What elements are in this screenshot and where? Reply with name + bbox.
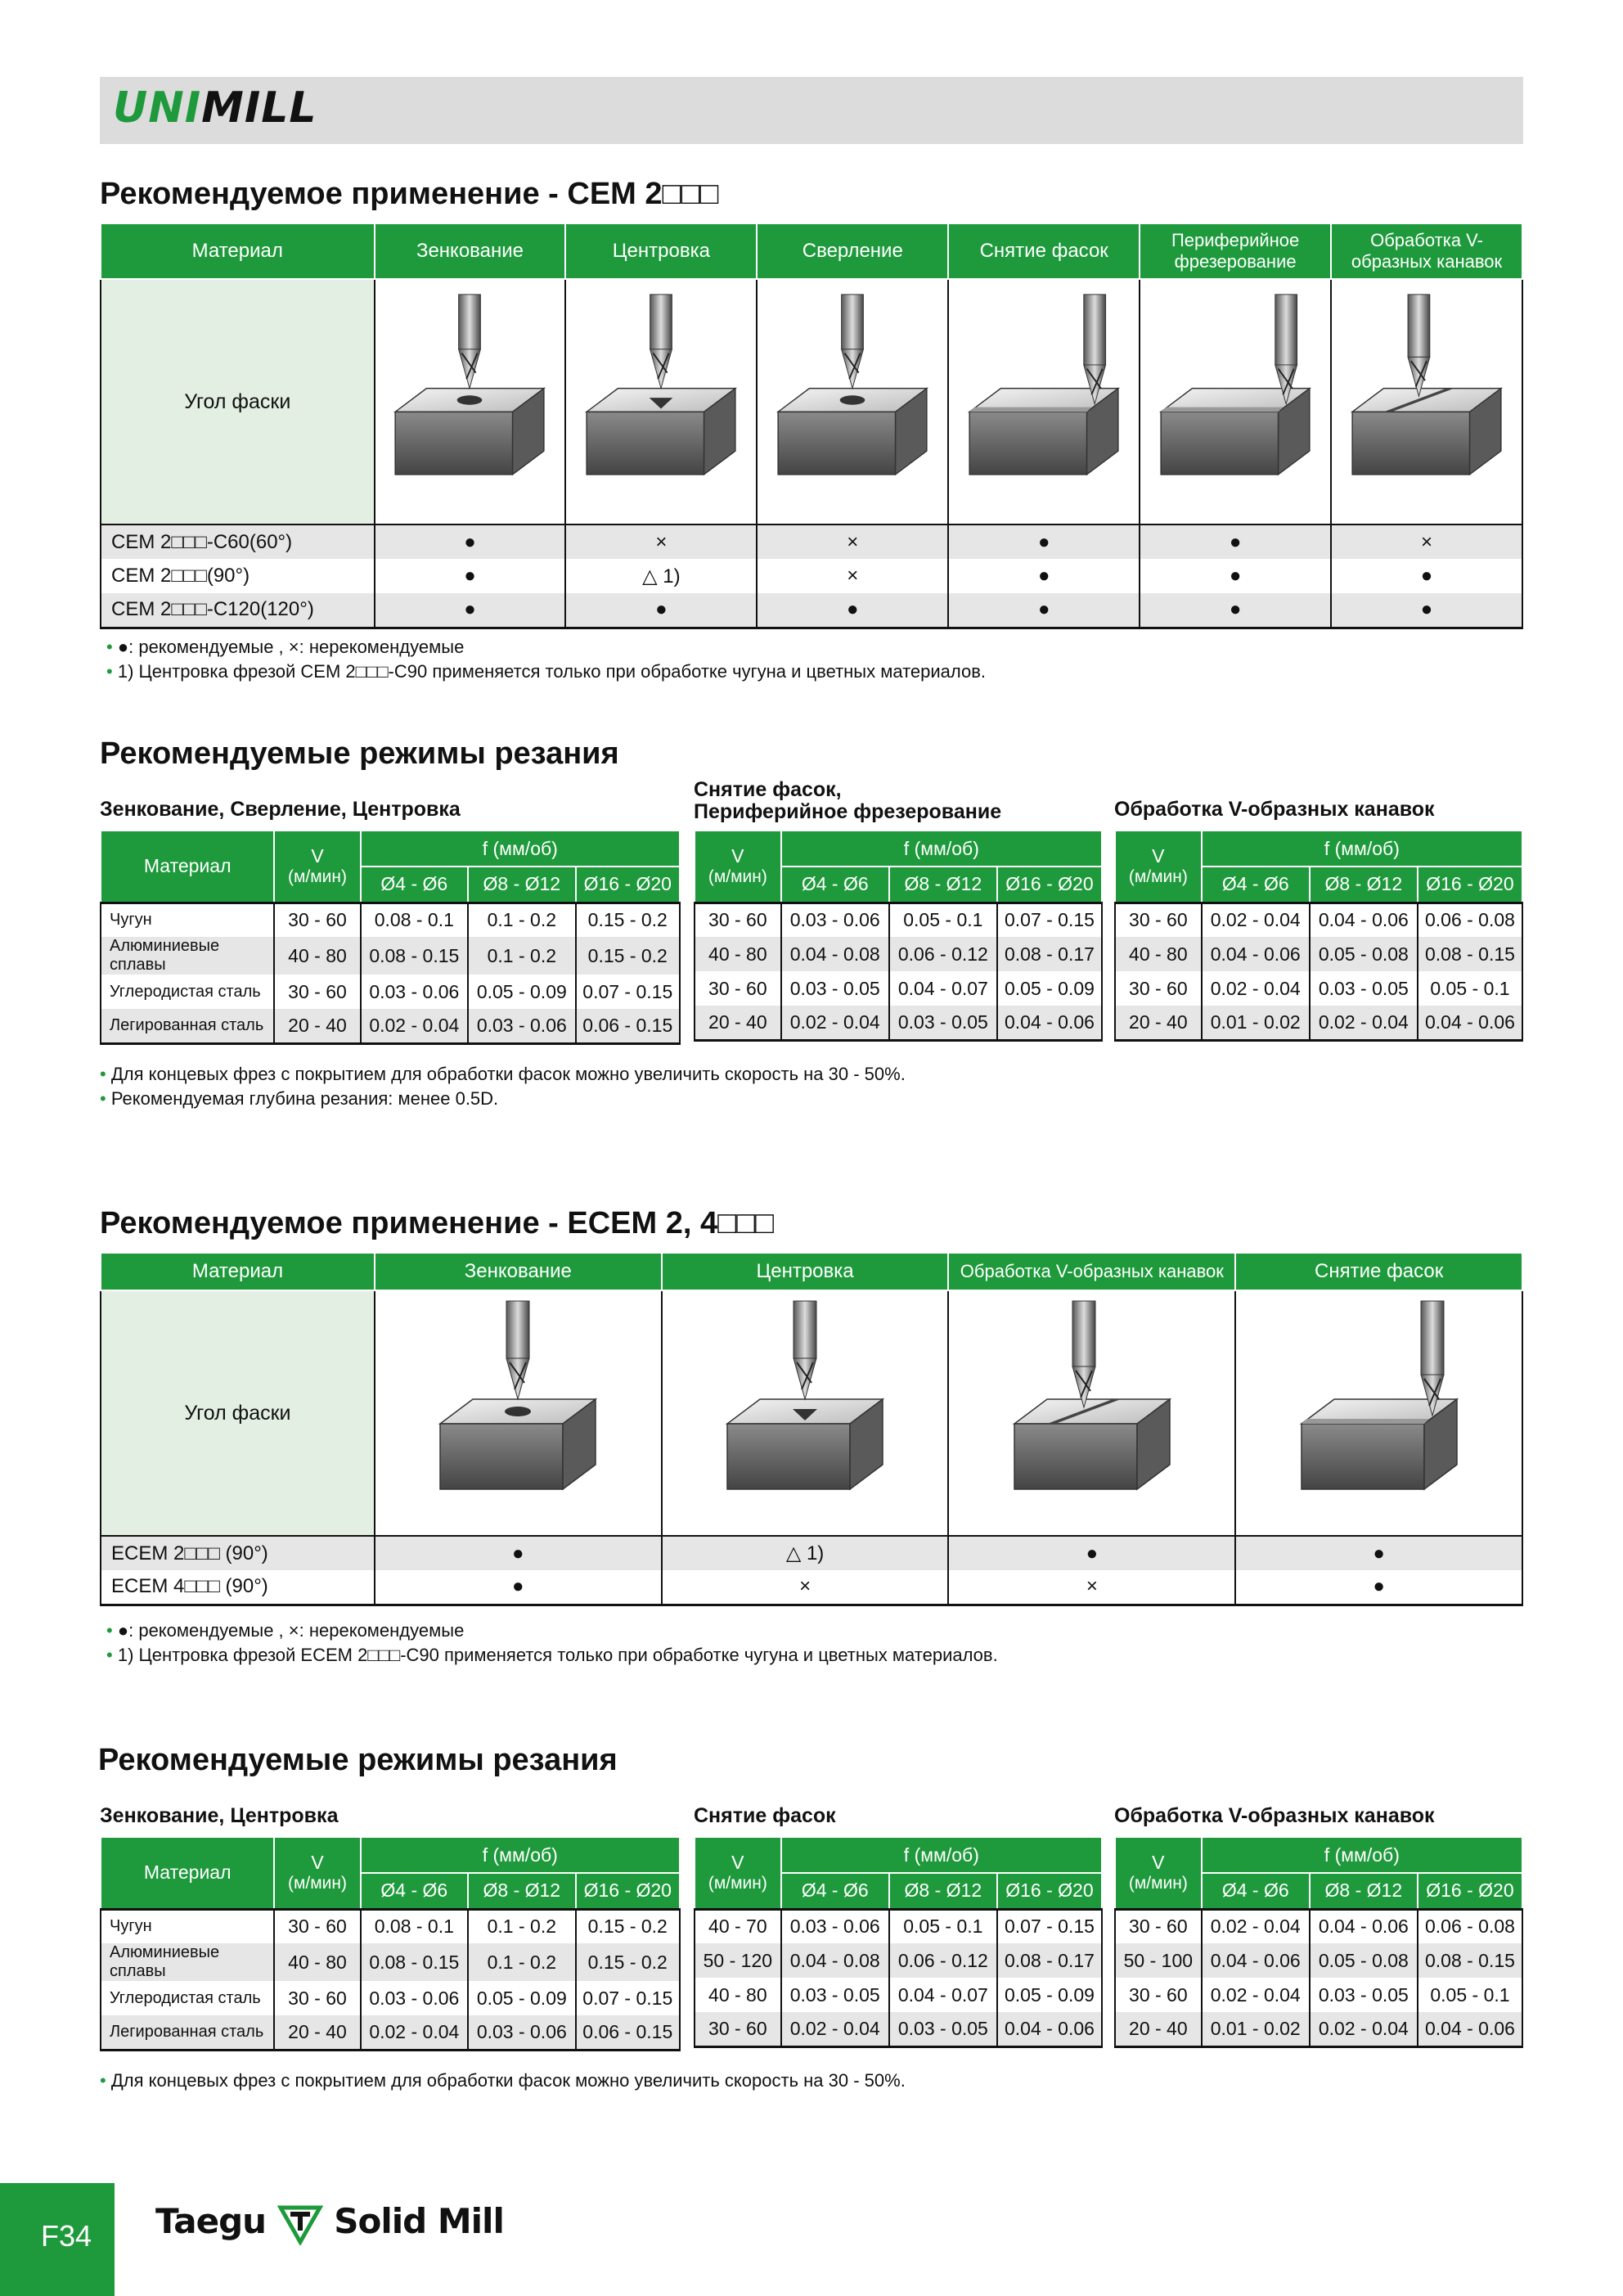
speed-value: 50 - 120 <box>695 1943 781 1978</box>
legend-note-2: • ●: рекомендуемые , ×: нерекомендуемые <box>106 1620 465 1641</box>
applicability-mark: ● <box>948 1536 1235 1570</box>
feed-value: 0.03 - 0.05 <box>1310 971 1418 1006</box>
speed-header <box>1115 1837 1202 1909</box>
feed-value: 0.02 - 0.04 <box>781 2012 889 2046</box>
speed-symbol: V <box>1152 1852 1165 1874</box>
applicability-mark: ● <box>1140 593 1331 628</box>
feed-value: 0.01 - 0.02 <box>1202 1006 1310 1040</box>
table-row <box>1115 2012 1522 2046</box>
table-row <box>101 1009 680 1043</box>
feed-value: 0.03 - 0.05 <box>1310 1978 1418 2012</box>
groove-illustration-icon <box>969 1293 1215 1530</box>
speed-unit: (м/мин) <box>708 1874 767 1893</box>
speed-symbol: V <box>311 845 324 867</box>
feed-value: 0.05 - 0.09 <box>997 1978 1102 2012</box>
applicability-mark: ● <box>375 559 566 593</box>
feed-value: 0.15 - 0.2 <box>576 1909 680 1943</box>
section2-t3-cutting-table <box>1114 830 1523 1042</box>
table-row <box>695 1006 1102 1040</box>
section2-notes <box>100 1062 906 1111</box>
feed-value: 0.04 - 0.06 <box>1418 1006 1522 1040</box>
speed-value: 20 - 40 <box>274 2015 360 2050</box>
table-row <box>101 1981 680 2015</box>
diameter-range: Ø4 - Ø6 <box>361 1873 468 1909</box>
header-row <box>695 831 1102 867</box>
diameter-range: Ø16 - Ø20 <box>1418 1873 1522 1909</box>
section2-t2-cutting-table <box>694 830 1103 1042</box>
feed-value: 0.01 - 0.02 <box>1202 2012 1310 2046</box>
feed-value: 0.07 - 0.15 <box>997 903 1102 937</box>
feed-value: 0.02 - 0.04 <box>1202 903 1310 937</box>
page-number: F34 <box>0 2183 115 2296</box>
diameter-range: Ø16 - Ø20 <box>576 867 680 903</box>
material-name: Чугун <box>101 1909 274 1943</box>
speed-symbol: V <box>311 1852 324 1874</box>
feed-value: 0.03 - 0.05 <box>889 2012 997 2046</box>
chamfer-angle-label: Угол фаски <box>101 1290 375 1536</box>
speed-value: 30 - 60 <box>695 971 781 1006</box>
section4-title: Рекомендуемые режимы резания <box>98 1743 618 1777</box>
material-name: Алюминиевые сплавы <box>101 1943 274 1981</box>
table-row <box>695 1909 1102 1943</box>
section4-t3-cutting-table <box>1114 1836 1523 2048</box>
material-name: Углеродистая сталь <box>101 975 274 1009</box>
table-row <box>1115 1006 1522 1040</box>
applicability-mark: ● <box>1235 1536 1522 1570</box>
illustration-cell-3 <box>948 279 1140 524</box>
applicability-mark: × <box>662 1570 949 1605</box>
feed-value: 0.02 - 0.04 <box>1310 2012 1418 2046</box>
table-row <box>101 593 1522 628</box>
hole-illustration-icon <box>395 1293 641 1530</box>
feed-value: 0.04 - 0.07 <box>889 1978 997 2012</box>
s4-table3-title: Обработка V-образных канавок <box>1114 1804 1435 1827</box>
diameter-range: Ø16 - Ø20 <box>997 867 1102 903</box>
applicability-mark: ● <box>375 1570 662 1605</box>
illustration-cell-1 <box>662 1290 949 1536</box>
edge-illustration-icon <box>1257 1293 1502 1530</box>
unimill-logo: UNIMILL <box>113 83 317 133</box>
speed-value: 40 - 80 <box>695 937 781 971</box>
brand-logo: Taegu Solid Mill <box>155 2201 504 2245</box>
speed-note-2: • Для концевых фрез с покрытием для обработки фасок можно увеличить скорость на 30 - 50%. <box>100 2070 906 2091</box>
section2-t1-cutting-table <box>100 830 681 1045</box>
feed-value: 0.15 - 0.2 <box>576 937 680 975</box>
center-illustration-icon <box>682 1293 928 1530</box>
table-row <box>695 937 1102 971</box>
speed-value: 30 - 60 <box>695 903 781 937</box>
tool-model: ECEM 4□□□ (90°) <box>101 1570 375 1605</box>
speed-value: 30 - 60 <box>274 1981 360 2015</box>
speed-note: • Для концевых фрез с покрытием для обработки фасок можно увеличить скорость на 30 - 50%. <box>100 1064 906 1084</box>
header-cell-1: Зенкование <box>375 223 566 279</box>
tool-model: CEM 2□□□-C120(120°) <box>101 593 375 628</box>
feed-value: 0.05 - 0.1 <box>1418 971 1522 1006</box>
feed-value: 0.08 - 0.15 <box>361 1943 468 1981</box>
header-cell-0: Материал <box>101 1253 375 1290</box>
speed-header <box>695 831 781 903</box>
applicability-mark: ● <box>565 593 757 628</box>
feed-value: 0.08 - 0.15 <box>1418 937 1522 971</box>
applicability-mark: × <box>1331 524 1522 559</box>
feed-value: 0.04 - 0.06 <box>1310 903 1418 937</box>
speed-value: 20 - 40 <box>274 1009 360 1043</box>
applicability-mark: △ 1) <box>662 1536 949 1570</box>
header-cell-0: Материал <box>101 223 375 279</box>
feed-value: 0.02 - 0.04 <box>1202 971 1310 1006</box>
table-row <box>1115 1909 1522 1943</box>
cem-application-table <box>100 223 1523 629</box>
header-row <box>1115 1837 1522 1873</box>
header-row <box>1115 831 1522 867</box>
material-name: Легированная сталь <box>101 1009 274 1043</box>
speed-value: 30 - 60 <box>274 975 360 1009</box>
speed-value: 20 - 40 <box>695 1006 781 1040</box>
table-row <box>101 1943 680 1981</box>
s2-table2-title: Снятие фасок, Периферийное фрезерование <box>694 778 1002 823</box>
feed-value: 0.04 - 0.06 <box>1202 937 1310 971</box>
speed-symbol: V <box>731 1852 744 1874</box>
speed-symbol: V <box>1152 845 1165 867</box>
feed-value: 0.02 - 0.04 <box>361 2015 468 2050</box>
feed-value: 0.06 - 0.08 <box>1418 1909 1522 1943</box>
material-name: Чугун <box>101 903 274 937</box>
table-row <box>1115 1943 1522 1978</box>
feed-value: 0.03 - 0.06 <box>468 1009 575 1043</box>
feed-value: 0.02 - 0.04 <box>1202 1909 1310 1943</box>
table-row <box>1115 903 1522 937</box>
diameter-range: Ø8 - Ø12 <box>889 867 997 903</box>
diameter-range: Ø16 - Ø20 <box>1418 867 1522 903</box>
speed-unit: (м/мин) <box>287 1874 347 1893</box>
feed-value: 0.08 - 0.15 <box>1418 1943 1522 1978</box>
feed-value: 0.05 - 0.08 <box>1310 937 1418 971</box>
speed-value: 30 - 60 <box>1115 1909 1202 1943</box>
diameter-range: Ø8 - Ø12 <box>468 1873 575 1909</box>
feed-value: 0.15 - 0.2 <box>576 1943 680 1981</box>
applicability-mark: ● <box>1140 559 1331 593</box>
hole-illustration-icon <box>380 281 560 519</box>
applicability-mark: ● <box>1331 559 1522 593</box>
diameter-range: Ø16 - Ø20 <box>576 1873 680 1909</box>
feed-value: 0.03 - 0.05 <box>889 1006 997 1040</box>
s4-table1-title: Зенкование, Центровка <box>100 1804 339 1827</box>
feed-value: 0.02 - 0.04 <box>781 1006 889 1040</box>
applicability-mark: ● <box>757 593 948 628</box>
header-cell-2: Центровка <box>662 1253 949 1290</box>
table-row <box>101 2015 680 2050</box>
feed-value: 0.1 - 0.2 <box>468 1943 575 1981</box>
illustration-cell-2 <box>948 1290 1235 1536</box>
legend-note: • ●: рекомендуемые , ×: нерекомендуемые <box>106 637 465 657</box>
groove-illustration-icon <box>1337 281 1517 519</box>
speed-value: 40 - 80 <box>1115 937 1202 971</box>
speed-value: 30 - 60 <box>1115 1978 1202 2012</box>
material-header: Материал <box>101 831 274 903</box>
illustration-cell-3 <box>1235 1290 1522 1536</box>
feed-value: 0.02 - 0.04 <box>361 1009 468 1043</box>
feed-value: 0.03 - 0.06 <box>468 2015 575 2050</box>
header-cell-3: Обработка V-образных канавок <box>948 1253 1235 1290</box>
s4-table2-title: Снятие фасок <box>694 1804 836 1827</box>
section2-title: Рекомендуемые режимы резания <box>100 736 619 771</box>
feed-value: 0.08 - 0.1 <box>361 903 468 937</box>
tool-model: CEM 2□□□(90°) <box>101 559 375 593</box>
feed-value: 0.05 - 0.1 <box>1418 1978 1522 2012</box>
speed-value: 40 - 80 <box>695 1978 781 2012</box>
feed-header: f (мм/об) <box>781 1837 1102 1873</box>
feed-value: 0.07 - 0.15 <box>997 1909 1102 1943</box>
table-row <box>695 1943 1102 1978</box>
feed-value: 0.03 - 0.06 <box>361 975 468 1009</box>
diameter-range: Ø8 - Ø12 <box>1310 867 1418 903</box>
tool-model: CEM 2□□□-C60(60°) <box>101 524 375 559</box>
applicability-mark: ● <box>375 593 566 628</box>
speed-value: 30 - 60 <box>274 1909 360 1943</box>
material-header: Материал <box>101 1837 274 1909</box>
brand-emblem-icon <box>277 2203 323 2245</box>
diameter-range: Ø4 - Ø6 <box>1202 1873 1310 1909</box>
feed-value: 0.06 - 0.15 <box>576 1009 680 1043</box>
diameter-range: Ø8 - Ø12 <box>1310 1873 1418 1909</box>
speed-value: 30 - 60 <box>274 903 360 937</box>
header-cell-4: Снятие фасок <box>948 223 1140 279</box>
speed-header <box>1115 831 1202 903</box>
feed-value: 0.04 - 0.08 <box>781 1943 889 1978</box>
feed-value: 0.03 - 0.06 <box>361 1981 468 2015</box>
header-cell-6: Обработка V-образных канавок <box>1331 223 1522 279</box>
feed-value: 0.08 - 0.15 <box>361 937 468 975</box>
speed-value: 20 - 40 <box>1115 1006 1202 1040</box>
footnote-2: • 1) Центровка фрезой ECEM 2□□□-C90 применяется только при обработке чугуна и цветных материалов. <box>106 1645 998 1665</box>
illustration-cell-5 <box>1331 279 1522 524</box>
header-cell-2: Центровка <box>565 223 757 279</box>
feed-value: 0.06 - 0.15 <box>576 2015 680 2050</box>
diameter-range: Ø16 - Ø20 <box>997 1873 1102 1909</box>
s2-table1-title: Зенкование, Сверление, Центровка <box>100 798 461 821</box>
feed-value: 0.05 - 0.09 <box>468 1981 575 2015</box>
table-row <box>695 1978 1102 2012</box>
feed-header: f (мм/об) <box>1202 1837 1522 1873</box>
feed-value: 0.03 - 0.05 <box>781 1978 889 2012</box>
applicability-mark: ● <box>948 524 1140 559</box>
center-illustration-icon <box>571 281 751 519</box>
speed-value: 40 - 80 <box>274 1943 360 1981</box>
tool-model: ECEM 2□□□ (90°) <box>101 1536 375 1570</box>
feed-value: 0.08 - 0.17 <box>997 1943 1102 1978</box>
speed-header <box>695 1837 781 1909</box>
applicability-mark: ● <box>1331 593 1522 628</box>
feed-value: 0.04 - 0.07 <box>889 971 997 1006</box>
feed-value: 0.02 - 0.04 <box>1202 1978 1310 2012</box>
feed-header: f (мм/об) <box>781 831 1102 867</box>
material-name: Углеродистая сталь <box>101 1981 274 2015</box>
diameter-range: Ø8 - Ø12 <box>468 867 575 903</box>
table-row <box>1115 971 1522 1006</box>
feed-header: f (мм/об) <box>361 831 680 867</box>
applicability-mark: △ 1) <box>565 559 757 593</box>
feed-value: 0.04 - 0.08 <box>781 937 889 971</box>
feed-value: 0.05 - 0.08 <box>1310 1943 1418 1978</box>
feed-value: 0.04 - 0.06 <box>1310 1909 1418 1943</box>
feed-value: 0.04 - 0.06 <box>997 1006 1102 1040</box>
feed-value: 0.04 - 0.06 <box>997 2012 1102 2046</box>
footnote-1: • 1) Центровка фрезой CEM 2□□□-C90 применяется только при обработке чугуна и цветных материалов. <box>106 661 987 682</box>
feed-value: 0.1 - 0.2 <box>468 937 575 975</box>
section3-notes <box>106 1618 998 1668</box>
table-row <box>101 524 1522 559</box>
material-name: Легированная сталь <box>101 2015 274 2050</box>
feed-value: 0.06 - 0.12 <box>889 1943 997 1978</box>
header-bar <box>100 77 1523 144</box>
feed-value: 0.05 - 0.09 <box>468 975 575 1009</box>
hole-illustration-icon <box>762 281 942 519</box>
table-row <box>101 559 1522 593</box>
table-row <box>101 975 680 1009</box>
header-cell-4: Снятие фасок <box>1235 1253 1522 1290</box>
edge-illustration-icon <box>954 281 1134 519</box>
diameter-range: Ø8 - Ø12 <box>889 1873 997 1909</box>
header-cell-1: Зенкование <box>375 1253 662 1290</box>
section1-title: Рекомендуемое применение - CEM 2□□□ <box>100 177 719 211</box>
table-row <box>101 1909 680 1943</box>
speed-unit: (м/мин) <box>1128 1874 1188 1893</box>
feed-value: 0.07 - 0.15 <box>576 975 680 1009</box>
feed-value: 0.05 - 0.1 <box>889 903 997 937</box>
applicability-mark: ● <box>948 559 1140 593</box>
applicability-mark: ● <box>948 593 1140 628</box>
feed-value: 0.03 - 0.06 <box>781 1909 889 1943</box>
speed-symbol: V <box>731 845 744 867</box>
table-row <box>101 903 680 937</box>
speed-unit: (м/мин) <box>1128 867 1188 887</box>
speed-value: 50 - 100 <box>1115 1943 1202 1978</box>
feed-header: f (мм/об) <box>1202 831 1522 867</box>
speed-header <box>274 1837 360 1909</box>
depth-note: • Рекомендуемая глубина резания: менее 0.5D. <box>100 1088 499 1109</box>
table-row <box>695 903 1102 937</box>
applicability-mark: × <box>757 559 948 593</box>
applicability-mark: ● <box>1140 524 1331 559</box>
feed-value: 0.04 - 0.06 <box>1418 2012 1522 2046</box>
speed-header <box>274 831 360 903</box>
section4-t1-cutting-table <box>100 1836 681 2051</box>
applicability-mark: ● <box>375 1536 662 1570</box>
header-row <box>695 1837 1102 1873</box>
s2-table3-title: Обработка V-образных канавок <box>1114 798 1435 821</box>
section1-notes <box>106 635 986 684</box>
ecem-application-table <box>100 1252 1523 1606</box>
speed-value: 30 - 60 <box>695 2012 781 2046</box>
feed-value: 0.1 - 0.2 <box>468 903 575 937</box>
illustration-cell-4 <box>1140 279 1331 524</box>
table-row <box>101 1570 1522 1605</box>
table-row <box>1115 937 1522 971</box>
table-row <box>695 971 1102 1006</box>
illustration-cell-0 <box>375 1290 662 1536</box>
speed-value: 20 - 40 <box>1115 2012 1202 2046</box>
section4-t2-cutting-table <box>694 1836 1103 2048</box>
diameter-range: Ø4 - Ø6 <box>781 1873 889 1909</box>
illustration-cell-1 <box>565 279 757 524</box>
feed-value: 0.02 - 0.04 <box>1310 1006 1418 1040</box>
header-cell-3: Сверление <box>757 223 948 279</box>
feed-value: 0.03 - 0.05 <box>781 971 889 1006</box>
diameter-range: Ø4 - Ø6 <box>781 867 889 903</box>
chamfer-angle-label: Угол фаски <box>101 279 375 524</box>
diameter-range: Ø4 - Ø6 <box>361 867 468 903</box>
feed-value: 0.05 - 0.1 <box>889 1909 997 1943</box>
feed-value: 0.15 - 0.2 <box>576 903 680 937</box>
feed-value: 0.06 - 0.08 <box>1418 903 1522 937</box>
speed-unit: (м/мин) <box>287 867 347 887</box>
speed-unit: (м/мин) <box>708 867 767 887</box>
speed-value: 40 - 80 <box>274 937 360 975</box>
table-row <box>101 1536 1522 1570</box>
section4-notes <box>100 2069 906 2093</box>
applicability-mark: ● <box>1235 1570 1522 1605</box>
feed-value: 0.03 - 0.06 <box>781 903 889 937</box>
speed-value: 40 - 70 <box>695 1909 781 1943</box>
applicability-mark: × <box>757 524 948 559</box>
header-row <box>101 831 680 867</box>
speed-value: 30 - 60 <box>1115 971 1202 1006</box>
table-row <box>1115 1978 1522 2012</box>
feed-value: 0.05 - 0.09 <box>997 971 1102 1006</box>
applicability-mark: × <box>565 524 757 559</box>
header-row <box>101 1837 680 1873</box>
table-row <box>101 937 680 975</box>
feed-value: 0.1 - 0.2 <box>468 1909 575 1943</box>
feed-value: 0.04 - 0.06 <box>1202 1943 1310 1978</box>
material-name: Алюминиевые сплавы <box>101 937 274 975</box>
feed-value: 0.08 - 0.17 <box>997 937 1102 971</box>
illustration-cell-0 <box>375 279 566 524</box>
speed-value: 30 - 60 <box>1115 903 1202 937</box>
illustration-cell-2 <box>757 279 948 524</box>
feed-value: 0.06 - 0.12 <box>889 937 997 971</box>
header-cell-5: Периферийное фрезерование <box>1140 223 1331 279</box>
applicability-mark: ● <box>375 524 566 559</box>
section3-title: Рекомендуемое применение - ECEM 2, 4□□□ <box>100 1206 774 1240</box>
applicability-mark: × <box>948 1570 1235 1605</box>
feed-value: 0.08 - 0.1 <box>361 1909 468 1943</box>
diameter-range: Ø4 - Ø6 <box>1202 867 1310 903</box>
feed-header: f (мм/об) <box>361 1837 680 1873</box>
feed-value: 0.07 - 0.15 <box>576 1981 680 2015</box>
edge-illustration-icon <box>1145 281 1325 519</box>
table-row <box>695 2012 1102 2046</box>
